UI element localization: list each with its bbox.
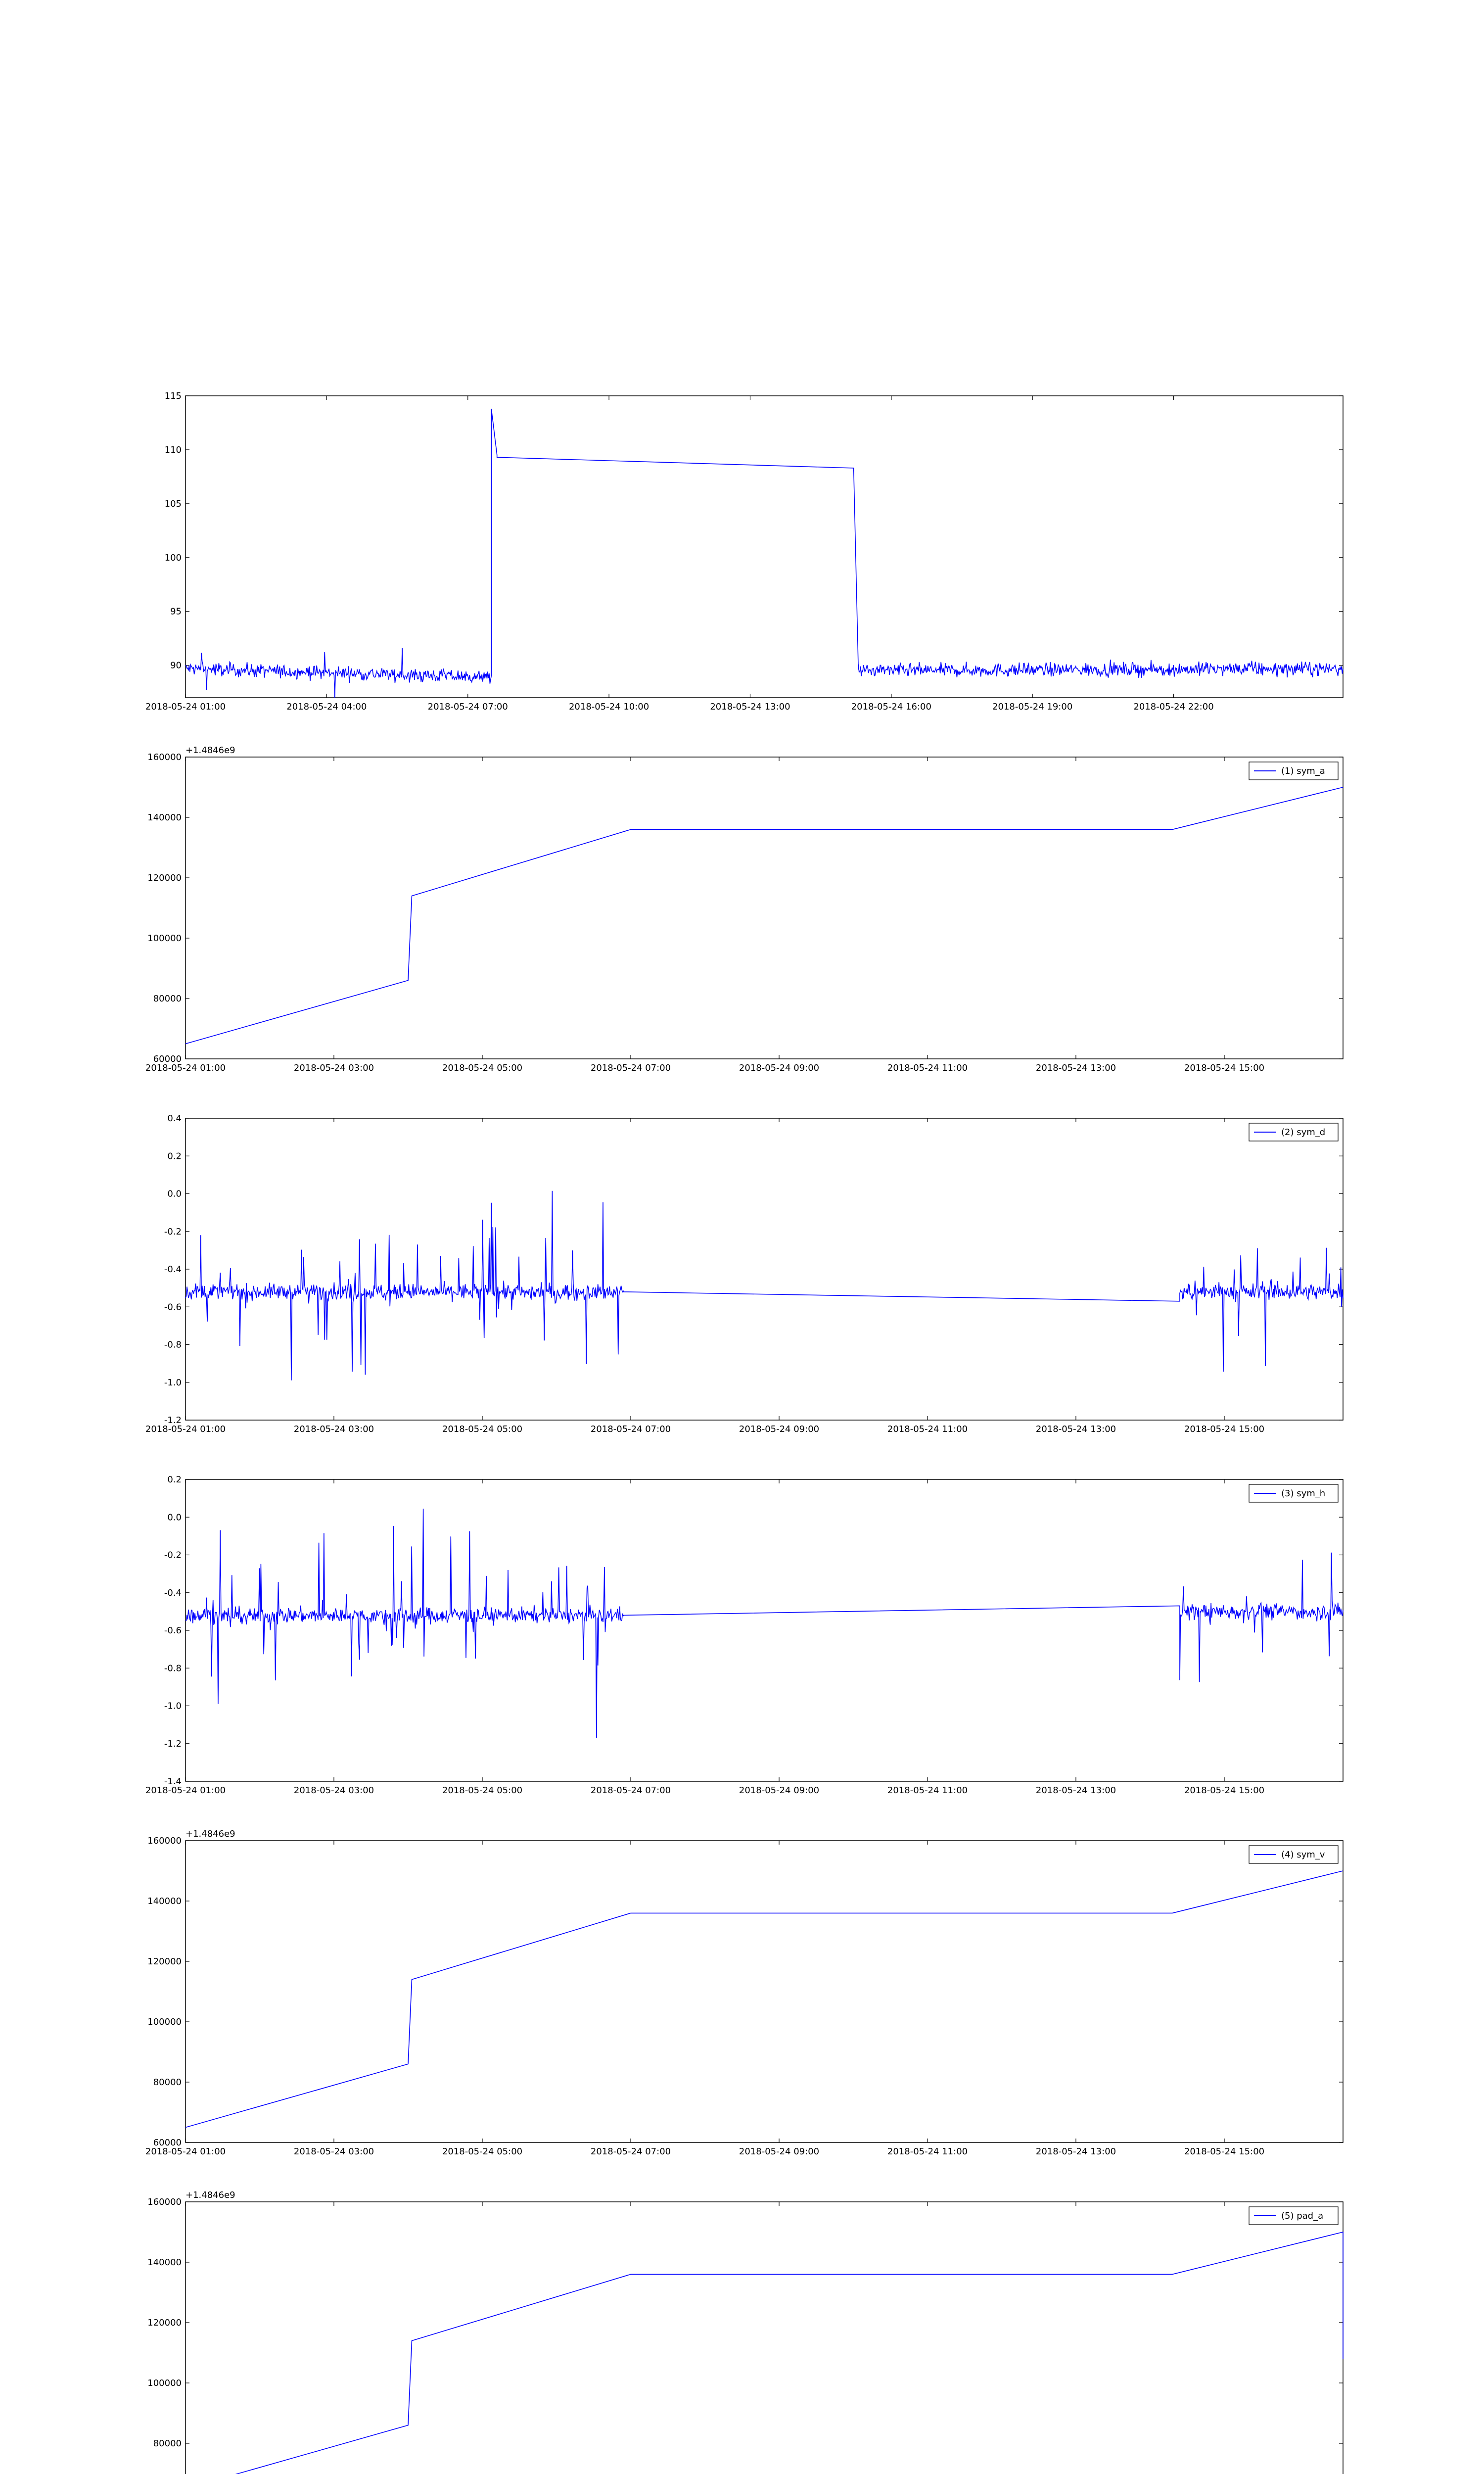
legend — [1249, 1123, 1338, 1141]
x-tick-label: 2018-05-24 05:00 — [442, 1424, 523, 1434]
x-tick-label: 2018-05-24 10:00 — [568, 702, 649, 712]
x-tick-label: 2018-05-24 01:00 — [145, 702, 226, 712]
y-tick-label: -1.0 — [164, 1701, 182, 1712]
legend — [1249, 762, 1338, 780]
plot-frame — [186, 2202, 1343, 2474]
x-tick-label: 2018-05-24 05:00 — [442, 1785, 523, 1796]
y-tick-label: 80000 — [153, 994, 182, 1004]
legend — [1249, 1484, 1338, 1502]
x-tick-label: 2018-05-24 13:00 — [1035, 1424, 1116, 1434]
legend — [1249, 2207, 1338, 2225]
legend-label: (5) pad_a — [1281, 2211, 1324, 2221]
y-tick-label: 160000 — [147, 752, 182, 762]
y-tick-label: 140000 — [147, 812, 182, 823]
y-tick-label: -1.0 — [164, 1377, 182, 1388]
series-line — [186, 1191, 1343, 1380]
x-tick-label: 2018-05-24 13:00 — [710, 702, 790, 712]
x-tick-label: 2018-05-24 13:00 — [1035, 1785, 1116, 1796]
plot-frame — [186, 1841, 1343, 2142]
y-tick-label: 120000 — [147, 2318, 182, 2328]
y-tick-label: -1.2 — [164, 1415, 182, 1426]
series-line — [186, 409, 1343, 698]
y-tick-label: -0.4 — [164, 1264, 182, 1275]
y-tick-label: 0.0 — [167, 1189, 182, 1199]
y-tick-label: 105 — [164, 498, 182, 509]
y-tick-label: 100000 — [147, 933, 182, 944]
x-tick-label: 2018-05-24 22:00 — [1133, 702, 1214, 712]
y-tick-label: -0.2 — [164, 1550, 182, 1561]
chart-5 — [145, 1829, 1343, 2157]
y-tick-label: 100000 — [147, 2378, 182, 2388]
y-tick-label: 115 — [164, 391, 182, 401]
series-line — [186, 2232, 1343, 2474]
chart-4 — [145, 1475, 1343, 1796]
x-tick-label: 2018-05-24 07:00 — [590, 2146, 671, 2157]
x-tick-label: 2018-05-24 03:00 — [293, 1424, 374, 1434]
legend-label: (2) sym_d — [1281, 1127, 1326, 1138]
x-tick-label: 2018-05-24 11:00 — [887, 1424, 968, 1434]
x-tick-label: 2018-05-24 07:00 — [590, 1785, 671, 1796]
x-tick-label: 2018-05-24 01:00 — [145, 2146, 226, 2157]
y-tick-label: 60000 — [153, 2138, 182, 2148]
x-tick-label: 2018-05-24 01:00 — [145, 1785, 226, 1796]
x-tick-label: 2018-05-24 15:00 — [1184, 1063, 1265, 1073]
y-tick-label: -0.8 — [164, 1663, 182, 1674]
x-tick-label: 2018-05-24 01:00 — [145, 1063, 226, 1073]
chart-1 — [145, 391, 1343, 712]
y-tick-label: 95 — [170, 606, 182, 617]
y-tick-label: 80000 — [153, 2438, 182, 2449]
legend-label: (1) sym_a — [1281, 766, 1325, 776]
x-tick-label: 2018-05-24 04:00 — [286, 702, 367, 712]
x-tick-label: 2018-05-24 03:00 — [293, 2146, 374, 2157]
x-tick-label: 2018-05-24 11:00 — [887, 2146, 968, 2157]
x-tick-label: 2018-05-24 11:00 — [887, 1063, 968, 1073]
y-tick-label: 160000 — [147, 1836, 182, 1846]
x-tick-label: 2018-05-24 09:00 — [739, 1063, 820, 1073]
x-tick-label: 2018-05-24 09:00 — [739, 1424, 820, 1434]
chart-3 — [145, 1113, 1343, 1434]
y-tick-label: 120000 — [147, 1956, 182, 1967]
plot-frame — [186, 396, 1343, 698]
series-line — [186, 787, 1343, 1044]
y-offset-label: +1.4846e9 — [186, 2190, 235, 2200]
x-tick-label: 2018-05-24 05:00 — [442, 1063, 523, 1073]
y-tick-label: 120000 — [147, 873, 182, 883]
y-tick-label: 140000 — [147, 2257, 182, 2268]
x-tick-label: 2018-05-24 07:00 — [427, 702, 508, 712]
x-tick-label: 2018-05-24 07:00 — [590, 1424, 671, 1434]
y-tick-label: -0.2 — [164, 1226, 182, 1237]
y-tick-label: 0.0 — [167, 1512, 182, 1523]
x-tick-label: 2018-05-24 13:00 — [1035, 1063, 1116, 1073]
y-tick-label: 0.2 — [167, 1151, 182, 1162]
x-tick-label: 2018-05-24 05:00 — [442, 2146, 523, 2157]
x-tick-label: 2018-05-24 16:00 — [851, 702, 931, 712]
y-tick-label: -0.8 — [164, 1339, 182, 1350]
y-tick-label: 100 — [164, 552, 182, 563]
legend — [1249, 1846, 1338, 1863]
chart-2 — [145, 745, 1343, 1073]
y-tick-label: 100000 — [147, 2017, 182, 2027]
y-tick-label: -1.2 — [164, 1738, 182, 1749]
x-tick-label: 2018-05-24 11:00 — [887, 1785, 968, 1796]
y-tick-label: -0.6 — [164, 1302, 182, 1313]
y-tick-label: -1.4 — [164, 1776, 182, 1787]
series-line — [186, 1509, 1343, 1738]
y-tick-label: 90 — [170, 660, 182, 671]
y-tick-label: 160000 — [147, 2197, 182, 2207]
x-tick-label: 2018-05-24 13:00 — [1035, 2146, 1116, 2157]
plot-frame — [186, 757, 1343, 1059]
chart-6 — [145, 2190, 1343, 2474]
y-tick-label: -0.4 — [164, 1587, 182, 1598]
series-line — [186, 1871, 1343, 2128]
legend-label: (4) sym_v — [1281, 1850, 1325, 1860]
x-tick-label: 2018-05-24 09:00 — [739, 2146, 820, 2157]
x-tick-label: 2018-05-24 03:00 — [293, 1063, 374, 1073]
plot-frame — [186, 1479, 1343, 1781]
x-tick-label: 2018-05-24 01:00 — [145, 1424, 226, 1434]
x-tick-label: 2018-05-24 15:00 — [1184, 1424, 1265, 1434]
y-offset-label: +1.4846e9 — [186, 745, 235, 756]
y-tick-label: 60000 — [153, 1054, 182, 1064]
y-tick-label: 110 — [164, 444, 182, 455]
x-tick-label: 2018-05-24 19:00 — [992, 702, 1073, 712]
x-tick-label: 2018-05-24 07:00 — [590, 1063, 671, 1073]
y-tick-label: 0.2 — [167, 1475, 182, 1485]
x-tick-label: 2018-05-24 15:00 — [1184, 2146, 1265, 2157]
y-tick-label: 0.4 — [167, 1113, 182, 1124]
legend-label: (3) sym_h — [1281, 1488, 1326, 1499]
x-tick-label: 2018-05-24 15:00 — [1184, 1785, 1265, 1796]
y-tick-label: 80000 — [153, 2077, 182, 2088]
x-tick-label: 2018-05-24 03:00 — [293, 1785, 374, 1796]
y-tick-label: -0.6 — [164, 1625, 182, 1636]
y-tick-label: 140000 — [147, 1896, 182, 1906]
y-offset-label: +1.4846e9 — [186, 1829, 235, 1839]
x-tick-label: 2018-05-24 09:00 — [739, 1785, 820, 1796]
